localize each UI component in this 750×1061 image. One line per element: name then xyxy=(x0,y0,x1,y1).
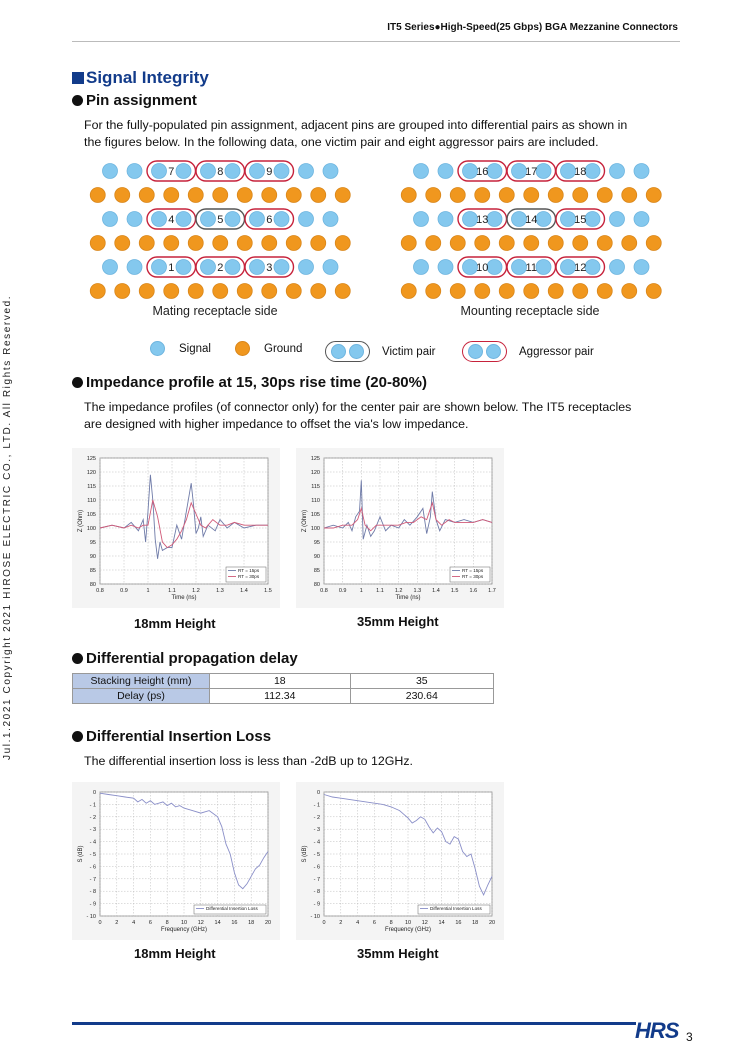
ground-pin xyxy=(188,188,203,203)
signal-pin xyxy=(414,260,429,275)
pin-assignment-heading-text: Pin assignment xyxy=(86,92,197,109)
signal-pin xyxy=(634,260,649,275)
legend-label: RT = 15ps xyxy=(462,568,484,573)
y-tick-label: - 9 xyxy=(89,901,96,908)
ground-pin xyxy=(450,188,465,203)
pair-number: 6 xyxy=(266,214,273,226)
x-tick-label: 1.2 xyxy=(394,588,403,594)
ground-pin xyxy=(335,284,350,299)
ground-pin xyxy=(90,284,105,299)
y-tick-label: - 1 xyxy=(313,802,320,809)
insertion-loss-chart-35mm xyxy=(296,782,504,940)
delay-table xyxy=(72,673,494,704)
signal-pin xyxy=(487,212,502,227)
y-tick-label: 80 xyxy=(89,582,96,588)
signal-pin xyxy=(127,212,142,227)
table-cell: Delay (ps) xyxy=(73,689,210,704)
signal-pin xyxy=(176,212,191,227)
signal-pin xyxy=(152,212,167,227)
ground-pin xyxy=(426,236,441,251)
y-tick-label: 110 xyxy=(87,498,96,504)
signal-pin xyxy=(299,164,314,179)
signal-pin xyxy=(299,260,314,275)
x-tick-label: 16 xyxy=(231,920,238,926)
signal-pin xyxy=(323,260,338,275)
ground-pin xyxy=(401,236,416,251)
x-tick-label: 0.8 xyxy=(320,588,328,594)
ground-pin xyxy=(475,188,490,203)
signal-pin xyxy=(225,260,240,275)
ground-pin xyxy=(90,188,105,203)
signal-dot-icon xyxy=(150,341,165,356)
signal-pin xyxy=(634,164,649,179)
plot-area xyxy=(100,458,268,584)
ground-pin xyxy=(426,188,441,203)
ground-pin xyxy=(335,188,350,203)
x-tick-label: 8 xyxy=(165,920,169,926)
insertion-loss-chart-18mm xyxy=(72,782,280,940)
ground-pin xyxy=(213,188,228,203)
impedance-line-2: are designed with higher impedance to offset the via's low impedance. xyxy=(84,417,469,431)
x-tick-label: 1.4 xyxy=(432,588,440,594)
table-cell: 112.34 xyxy=(210,689,351,704)
pair-number: 11 xyxy=(525,262,537,274)
page-number: 3 xyxy=(686,1030,693,1044)
signal-pin xyxy=(323,164,338,179)
table-row xyxy=(73,674,494,689)
ground-pin xyxy=(139,236,154,251)
y-tick-label: - 3 xyxy=(313,827,320,834)
x-tick-label: 1.1 xyxy=(376,588,384,594)
pair-number: 14 xyxy=(525,214,538,226)
ground-pin xyxy=(311,236,326,251)
pair-number: 18 xyxy=(574,166,587,178)
pair-number: 17 xyxy=(525,166,538,178)
table-cell: 35 xyxy=(350,674,493,689)
signal-pin xyxy=(487,260,502,275)
ground-pin xyxy=(213,284,228,299)
table-row xyxy=(73,689,494,704)
table-cell: 230.64 xyxy=(350,689,493,704)
y-axis-label: Z (Ohm) xyxy=(78,509,84,533)
y-tick-label: - 8 xyxy=(89,889,96,896)
signal-pin xyxy=(512,260,527,275)
x-tick-label: 12 xyxy=(421,920,428,926)
ground-pin xyxy=(524,188,539,203)
hrs-logo: HRS xyxy=(635,1018,679,1043)
signal-pin xyxy=(127,260,142,275)
ground-pin xyxy=(597,236,612,251)
y-tick-label: 125 xyxy=(86,456,96,462)
ground-pin xyxy=(115,188,130,203)
impedance-heading xyxy=(72,374,427,391)
ground-pin xyxy=(646,284,661,299)
x-tick-label: 1.7 xyxy=(488,588,496,594)
x-tick-label: 20 xyxy=(488,920,496,926)
pin-assignment-text xyxy=(84,117,627,151)
mating-caption: Mating receptacle side xyxy=(152,304,278,318)
signal-pin xyxy=(152,260,167,275)
signal-pin xyxy=(201,260,216,275)
signal-pin xyxy=(487,164,502,179)
ground-pin xyxy=(548,284,563,299)
x-tick-label: 10 xyxy=(404,920,412,926)
x-tick-label: 18 xyxy=(472,920,479,926)
pair-number: 9 xyxy=(266,166,273,178)
y-axis-label: S (dB) xyxy=(78,845,84,863)
y-tick-label: - 10 xyxy=(310,914,320,920)
x-tick-label: 10 xyxy=(180,920,188,926)
plot-area xyxy=(324,458,492,584)
x-tick-label: 2 xyxy=(115,920,119,926)
insertion-loss-heading-text: Differential Insertion Loss xyxy=(86,728,272,745)
ground-pin xyxy=(164,188,179,203)
signal-pin xyxy=(536,212,551,227)
ground-pin xyxy=(426,284,441,299)
bullet-icon xyxy=(72,653,83,664)
signal-pin xyxy=(274,212,289,227)
ground-pin xyxy=(90,236,105,251)
signal-pin xyxy=(438,260,453,275)
ground-pin xyxy=(646,188,661,203)
y-axis-label: Z (Ohm) xyxy=(302,509,308,533)
impedance-chart-18mm xyxy=(72,448,280,608)
ground-pin xyxy=(164,284,179,299)
ground-pin xyxy=(450,284,465,299)
x-tick-label: 6 xyxy=(372,920,376,926)
ground-pin xyxy=(499,188,514,203)
y-tick-label: - 3 xyxy=(89,827,96,834)
signal-pin xyxy=(438,164,453,179)
ground-pin xyxy=(335,236,350,251)
legend-signal-label: Signal xyxy=(179,342,211,355)
signal-pin xyxy=(610,212,625,227)
ground-pin xyxy=(139,284,154,299)
ground-pin xyxy=(311,188,326,203)
y-tick-label: - 6 xyxy=(89,864,96,871)
x-tick-label: 12 xyxy=(197,920,204,926)
mounting-caption: Mounting receptacle side xyxy=(460,304,600,318)
y-tick-label: 0 xyxy=(92,790,96,796)
signal-pin xyxy=(414,212,429,227)
y-tick-label: 95 xyxy=(313,540,320,546)
ground-pin xyxy=(188,236,203,251)
table-cell: Stacking Height (mm) xyxy=(73,674,210,689)
signal-pin xyxy=(274,260,289,275)
delay-heading-text: Differential propagation delay xyxy=(86,650,298,667)
pair-number: 13 xyxy=(476,214,489,226)
y-tick-label: - 10 xyxy=(86,914,96,920)
bullet-icon xyxy=(72,95,83,106)
bullet-icon xyxy=(72,731,83,742)
ground-pin xyxy=(646,236,661,251)
y-tick-label: - 7 xyxy=(313,876,320,883)
signal-pin xyxy=(536,164,551,179)
ground-pin xyxy=(475,284,490,299)
insertion-loss-text: The differential insertion loss is less than -2dB up to 12GHz. xyxy=(84,754,413,768)
section-title-text: Signal Integrity xyxy=(86,68,209,87)
y-tick-label: 85 xyxy=(313,568,320,574)
signal-pin xyxy=(103,260,118,275)
ground-pin xyxy=(622,188,637,203)
signal-pin xyxy=(634,212,649,227)
x-tick-label: 8 xyxy=(389,920,393,926)
x-tick-label: 0.9 xyxy=(120,588,128,594)
signal-pin xyxy=(585,164,600,179)
y-tick-label: - 9 xyxy=(313,901,320,908)
ground-pin xyxy=(622,236,637,251)
signal-pin xyxy=(610,260,625,275)
y-tick-label: - 5 xyxy=(313,852,320,858)
x-tick-label: 1 xyxy=(359,588,363,594)
ground-pin xyxy=(524,284,539,299)
signal-pin xyxy=(438,212,453,227)
ground-pin xyxy=(450,236,465,251)
impedance-caption-35mm: 35mm Height xyxy=(357,614,439,629)
x-tick-label: 1.5 xyxy=(450,588,459,594)
pair-number: 5 xyxy=(217,214,224,226)
ground-pin xyxy=(597,188,612,203)
signal-pin xyxy=(225,212,240,227)
pair-number: 8 xyxy=(217,166,224,178)
x-tick-label: 1 xyxy=(146,588,150,594)
ground-pin xyxy=(139,188,154,203)
signal-pin xyxy=(585,260,600,275)
ground-pin xyxy=(524,236,539,251)
signal-pin xyxy=(176,260,191,275)
x-tick-label: 1.3 xyxy=(216,588,224,594)
x-tick-label: 0.8 xyxy=(96,588,104,594)
x-axis-label: Frequency (GHz) xyxy=(160,927,208,933)
pair-number: 12 xyxy=(574,262,587,274)
y-tick-label: 80 xyxy=(313,582,320,588)
ground-pin xyxy=(548,188,563,203)
legend-aggressor xyxy=(462,341,594,362)
signal-pin xyxy=(127,164,142,179)
x-tick-label: 1.4 xyxy=(240,588,248,594)
square-bullet-icon xyxy=(72,72,84,84)
pin-assignment-line-1: For the fully-populated pin assignment, adjacent pins are grouped into differential pairs as shown in xyxy=(84,118,628,132)
ground-pin xyxy=(401,188,416,203)
signal-pin xyxy=(299,212,314,227)
pair-number: 16 xyxy=(476,166,489,178)
legend-victim xyxy=(325,341,435,362)
x-tick-label: 18 xyxy=(248,920,255,926)
x-tick-label: 0.9 xyxy=(338,588,347,594)
x-tick-label: 0 xyxy=(98,920,102,926)
y-tick-label: 115 xyxy=(87,484,96,490)
ground-pin xyxy=(237,284,252,299)
y-tick-label: - 1 xyxy=(89,802,96,809)
signal-pin xyxy=(250,164,265,179)
y-tick-label: 120 xyxy=(310,470,320,476)
ground-pin xyxy=(237,188,252,203)
y-tick-label: 100 xyxy=(310,526,320,532)
ground-pin xyxy=(475,236,490,251)
signal-pin xyxy=(250,212,265,227)
pin-diagram xyxy=(80,150,680,305)
table-cell: 18 xyxy=(210,674,351,689)
pair-number: 3 xyxy=(266,262,273,274)
ground-pin xyxy=(311,284,326,299)
x-tick-label: 16 xyxy=(455,920,462,926)
ground-pin xyxy=(188,284,203,299)
y-tick-label: - 4 xyxy=(313,839,320,846)
delay-heading xyxy=(72,650,298,667)
ground-pin xyxy=(164,236,179,251)
y-tick-label: 100 xyxy=(86,526,96,532)
y-tick-label: - 2 xyxy=(89,814,96,821)
x-tick-label: 20 xyxy=(264,920,272,926)
y-tick-label: 95 xyxy=(89,540,96,546)
x-axis-label: Frequency (GHz) xyxy=(384,927,432,933)
pin-diagram-mating xyxy=(90,161,350,299)
ground-pin xyxy=(115,236,130,251)
legend-label: Differential Insertion Loss xyxy=(206,906,258,911)
ground-pin xyxy=(262,284,277,299)
y-tick-label: 105 xyxy=(310,512,320,518)
y-tick-label: 115 xyxy=(311,484,320,490)
signal-pin xyxy=(585,212,600,227)
signal-pin xyxy=(274,164,289,179)
ground-pin xyxy=(237,236,252,251)
pair-number: 4 xyxy=(168,214,175,226)
ground-pin xyxy=(286,284,301,299)
signal-pin xyxy=(176,164,191,179)
x-tick-label: 1.6 xyxy=(469,588,478,594)
pair-number: 2 xyxy=(217,262,224,274)
signal-pin xyxy=(323,212,338,227)
pair-number: 7 xyxy=(168,166,175,178)
legend-ground xyxy=(235,341,302,356)
x-tick-label: 1.2 xyxy=(192,588,200,594)
section-title xyxy=(72,68,209,88)
footer-divider xyxy=(72,1022,636,1025)
signal-pin xyxy=(610,164,625,179)
ground-pin xyxy=(597,284,612,299)
aggressor-pair-icon xyxy=(462,341,507,362)
legend-label: Differential Insertion Loss xyxy=(430,906,482,911)
signal-pin xyxy=(250,260,265,275)
y-tick-label: - 4 xyxy=(89,839,96,846)
x-tick-label: 14 xyxy=(214,920,221,926)
x-tick-label: 0 xyxy=(322,920,326,926)
legend-ground-label: Ground xyxy=(264,342,303,355)
x-tick-label: 4 xyxy=(132,920,136,926)
legend-label: RT = 30ps xyxy=(238,574,260,579)
y-tick-label: - 6 xyxy=(313,864,320,871)
signal-pin xyxy=(414,164,429,179)
legend-victim-label: Victim pair xyxy=(382,345,436,358)
impedance-caption-18mm: 18mm Height xyxy=(134,616,216,631)
ground-pin xyxy=(262,188,277,203)
y-tick-label: - 2 xyxy=(313,814,320,821)
signal-pin xyxy=(536,260,551,275)
ground-pin xyxy=(573,188,588,203)
y-tick-label: 90 xyxy=(313,554,320,560)
insertion-caption-35mm: 35mm Height xyxy=(357,946,439,961)
x-axis-label: Time (ns) xyxy=(395,595,421,601)
impedance-line-1: The impedance profiles (of connector only) for the center pair are shown below. The IT5 receptacles xyxy=(84,400,632,414)
y-tick-label: 90 xyxy=(89,554,96,560)
ground-dot-icon xyxy=(235,341,250,356)
signal-pin xyxy=(201,164,216,179)
pair-number: 10 xyxy=(476,262,489,274)
y-tick-label: 125 xyxy=(310,456,320,462)
y-tick-label: 85 xyxy=(89,568,96,574)
ground-pin xyxy=(262,236,277,251)
ground-pin xyxy=(286,236,301,251)
pin-assignment-heading xyxy=(72,92,197,109)
x-tick-label: 1.5 xyxy=(264,588,272,594)
ground-pin xyxy=(401,284,416,299)
ground-pin xyxy=(622,284,637,299)
x-tick-label: 14 xyxy=(438,920,445,926)
ground-pin xyxy=(213,236,228,251)
y-tick-label: - 7 xyxy=(89,876,96,883)
header-divider xyxy=(72,41,680,42)
ground-pin xyxy=(499,236,514,251)
signal-pin xyxy=(201,212,216,227)
legend-label: RT = 30ps xyxy=(462,574,484,579)
impedance-text xyxy=(84,399,631,433)
x-tick-label: 6 xyxy=(148,920,152,926)
pair-number: 15 xyxy=(574,214,587,226)
pair-number: 1 xyxy=(168,262,175,274)
y-tick-label: - 5 xyxy=(89,852,96,858)
pin-legend xyxy=(150,341,620,361)
signal-pin xyxy=(152,164,167,179)
header-title: IT5 Series●High-Speed(25 Gbps) BGA Mezzanine Connectors xyxy=(387,22,678,33)
pin-diagram-mounting xyxy=(401,161,661,299)
y-axis-label: S (dB) xyxy=(302,845,308,863)
signal-pin xyxy=(103,164,118,179)
bullet-icon xyxy=(72,377,83,388)
x-axis-label: Time (ns) xyxy=(171,595,197,601)
pin-assignment-line-2: the figures below. In the following data, one victim pair and eight aggressor pairs are included. xyxy=(84,135,599,149)
ground-pin xyxy=(115,284,130,299)
ground-pin xyxy=(573,236,588,251)
legend-signal xyxy=(150,341,211,356)
y-tick-label: - 8 xyxy=(313,889,320,896)
ground-pin xyxy=(286,188,301,203)
x-tick-label: 4 xyxy=(356,920,360,926)
insertion-caption-18mm: 18mm Height xyxy=(134,946,216,961)
x-tick-label: 2 xyxy=(339,920,343,926)
impedance-chart-35mm xyxy=(296,448,504,608)
ground-pin xyxy=(499,284,514,299)
ground-pin xyxy=(573,284,588,299)
y-tick-label: 120 xyxy=(86,470,96,476)
insertion-loss-heading xyxy=(72,728,271,745)
side-copyright: Jul.1.2021 Copyright 2021 HIROSE ELECTRIC CO., LTD. All Rights Reserved. xyxy=(2,294,13,760)
impedance-heading-text: Impedance profile at 15, 30ps rise time (20-80%) xyxy=(86,374,427,391)
signal-pin xyxy=(225,164,240,179)
victim-pair-icon xyxy=(325,341,370,362)
y-tick-label: 105 xyxy=(86,512,96,518)
legend-label: RT = 15ps xyxy=(238,568,260,573)
x-tick-label: 1.1 xyxy=(168,588,176,594)
signal-pin xyxy=(103,212,118,227)
legend-aggressor-label: Aggressor pair xyxy=(519,345,594,358)
x-tick-label: 1.3 xyxy=(413,588,422,594)
y-tick-label: 110 xyxy=(311,498,320,504)
ground-pin xyxy=(548,236,563,251)
y-tick-label: 0 xyxy=(316,790,320,796)
